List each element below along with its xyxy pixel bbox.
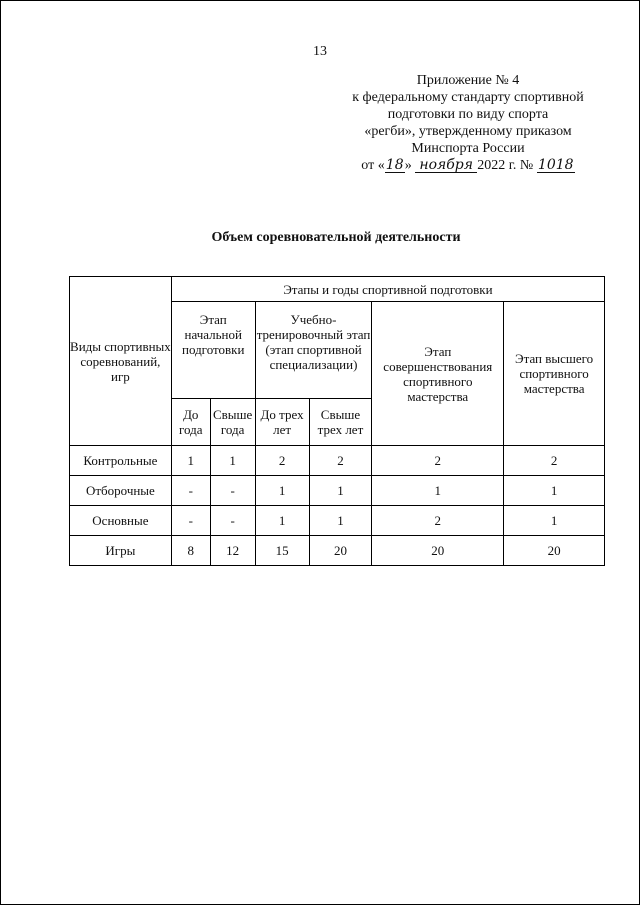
annex-line-3: подготовки по виду спорта — [387, 107, 549, 122]
table-cell: - — [171, 476, 210, 506]
header-stage-improvement: Этап совершенствования спортивного мастерства — [372, 302, 504, 446]
table-cell: 2 — [372, 446, 504, 476]
table-cell: - — [171, 506, 210, 536]
table-cell: 2 — [372, 506, 504, 536]
table-cell: - — [210, 476, 255, 506]
date-day-handwritten: 18 — [385, 157, 404, 173]
header-year-up-to-three: До трех лет — [255, 399, 309, 446]
annex-line-1: Приложение № 4 — [416, 73, 520, 88]
table-cell: 1 — [504, 506, 605, 536]
header-stages-years: Этапы и годы спортивной подготовки — [171, 277, 604, 302]
row-label: Отборочные — [70, 476, 172, 506]
header-year-over-three: Свыше трех лет — [309, 399, 372, 446]
table-cell: 1 — [504, 476, 605, 506]
table-cell: 1 — [372, 476, 504, 506]
header-competition-types: Виды спортивных соревнований, игр — [70, 277, 172, 446]
row-label: Игры — [70, 536, 172, 566]
table-cell: 8 — [171, 536, 210, 566]
date-month-handwritten: ноября — [415, 159, 477, 173]
table-cell: 20 — [309, 536, 372, 566]
table-row — [70, 506, 605, 536]
annex-line-5: Минспорта России — [411, 141, 525, 156]
order-number-handwritten: 1018 — [537, 157, 574, 173]
annex-date-line — [318, 157, 618, 174]
annex-block — [318, 72, 618, 174]
table-cell: 2 — [504, 446, 605, 476]
competition-volume-table — [69, 276, 605, 566]
date-year: 2022 г. № — [477, 158, 534, 173]
annex-line-4: «регби», утвержденному приказом — [364, 124, 572, 139]
table-row — [70, 476, 605, 506]
table-cell: 2 — [255, 446, 309, 476]
table-cell: - — [210, 506, 255, 536]
table-row — [70, 446, 605, 476]
row-label: Основные — [70, 506, 172, 536]
table-row — [70, 536, 605, 566]
date-mid: » — [404, 158, 412, 173]
table-cell: 2 — [309, 446, 372, 476]
table-cell: 1 — [309, 476, 372, 506]
header-year-over-one: Свыше года — [210, 399, 255, 446]
table-header-row — [70, 277, 605, 302]
row-label: Контрольные — [70, 446, 172, 476]
table-cell: 1 — [309, 506, 372, 536]
annex-line-2: к федеральному стандарту спортивной — [352, 90, 584, 105]
table-cell: 20 — [504, 536, 605, 566]
table-cell: 1 — [210, 446, 255, 476]
table-cell: 1 — [255, 476, 309, 506]
table-cell: 1 — [255, 506, 309, 536]
header-year-up-to-one: До года — [171, 399, 210, 446]
table-cell: 12 — [210, 536, 255, 566]
header-stage-higher: Этап высшего спортивного мастерства — [504, 302, 605, 446]
document-title: Объем соревновательной деятельности — [211, 230, 461, 245]
header-stage-initial: Этап начальной подготовки — [171, 302, 255, 399]
table-cell: 1 — [171, 446, 210, 476]
table-cell: 15 — [255, 536, 309, 566]
date-prefix: от « — [361, 158, 385, 173]
page-number: 13 — [313, 44, 327, 59]
header-stage-training: Учебно-тренировочный этап (этап спортивной специализации) — [255, 302, 372, 399]
table-cell: 20 — [372, 536, 504, 566]
